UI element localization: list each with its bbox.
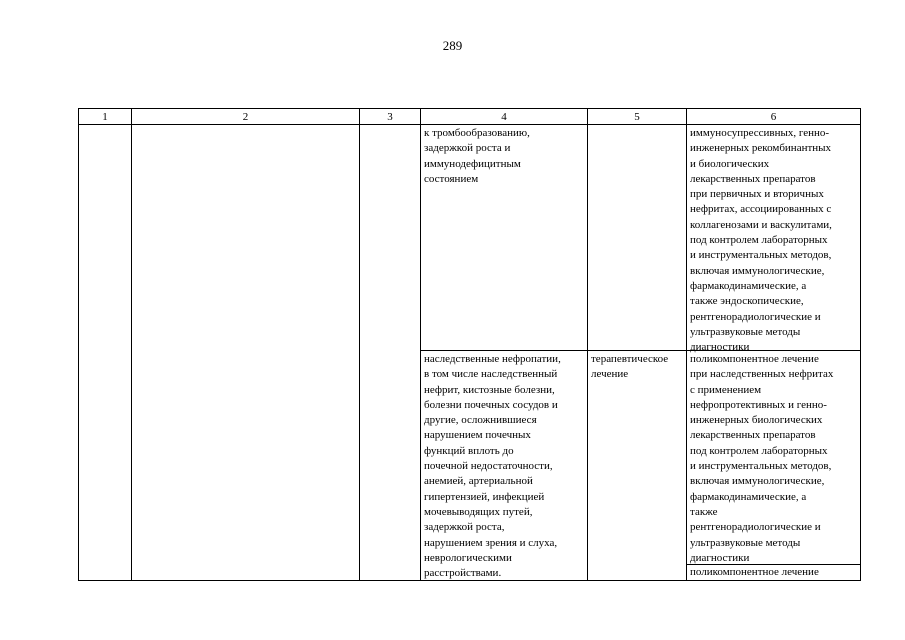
block2-col6-text: поликомпонентное лечение при наследственных нефритах с применением нефропротективных и генно- инженерных биологических лекарственных препаратов под контролем лабораторных и инструментальных методов, включая иммунологические, фармакодинамические, а также рентгенорадиологические и ультразвуковые методы диагностики — [690, 353, 834, 564]
page-number: 289 — [442, 38, 463, 53]
block2-col6-next-text: поликомпонентное лечение — [690, 566, 819, 578]
block2-col4-text: наследственные нефропатии, в том числе наследственный нефрит, кистозные болезни, болезни почечных сосудов и другие, осложнившиеся нарушением почечных функций вплоть до почечной недостаточности, анемией, артериальной гипертензией, инфекцией мочевыводящих путей, задержкой роста, нарушением зрения и слуха, неврологическими расстройствами. — [424, 353, 561, 580]
column-header-2: 2 — [242, 111, 249, 123]
block2-col5-text: терапевтическое лечение — [591, 353, 669, 381]
column-header-4: 4 — [501, 111, 507, 123]
column-header-1: 1 — [102, 111, 108, 123]
block1-col4-text: к тромбообразованию, задержкой роста и иммунодефицитным состоянием — [424, 127, 530, 185]
block1-col6-text: иммуносупрессивных, генно- инженерных рекомбинантных и биологических лекарственных препаратов при первичных и вторичных нефритах, ассоциированных с коллагенозами и васкулитами, под контролем лабораторных и инструментальных методов, включая иммунологические, фармакодинамические, а также эндоскопические, рентгенорадиологические и ультразвуковые методы диагностики — [690, 127, 832, 354]
column-header-5: 5 — [634, 111, 640, 123]
column-header-6: 6 — [770, 111, 777, 123]
column-header-3: 3 — [387, 111, 393, 123]
